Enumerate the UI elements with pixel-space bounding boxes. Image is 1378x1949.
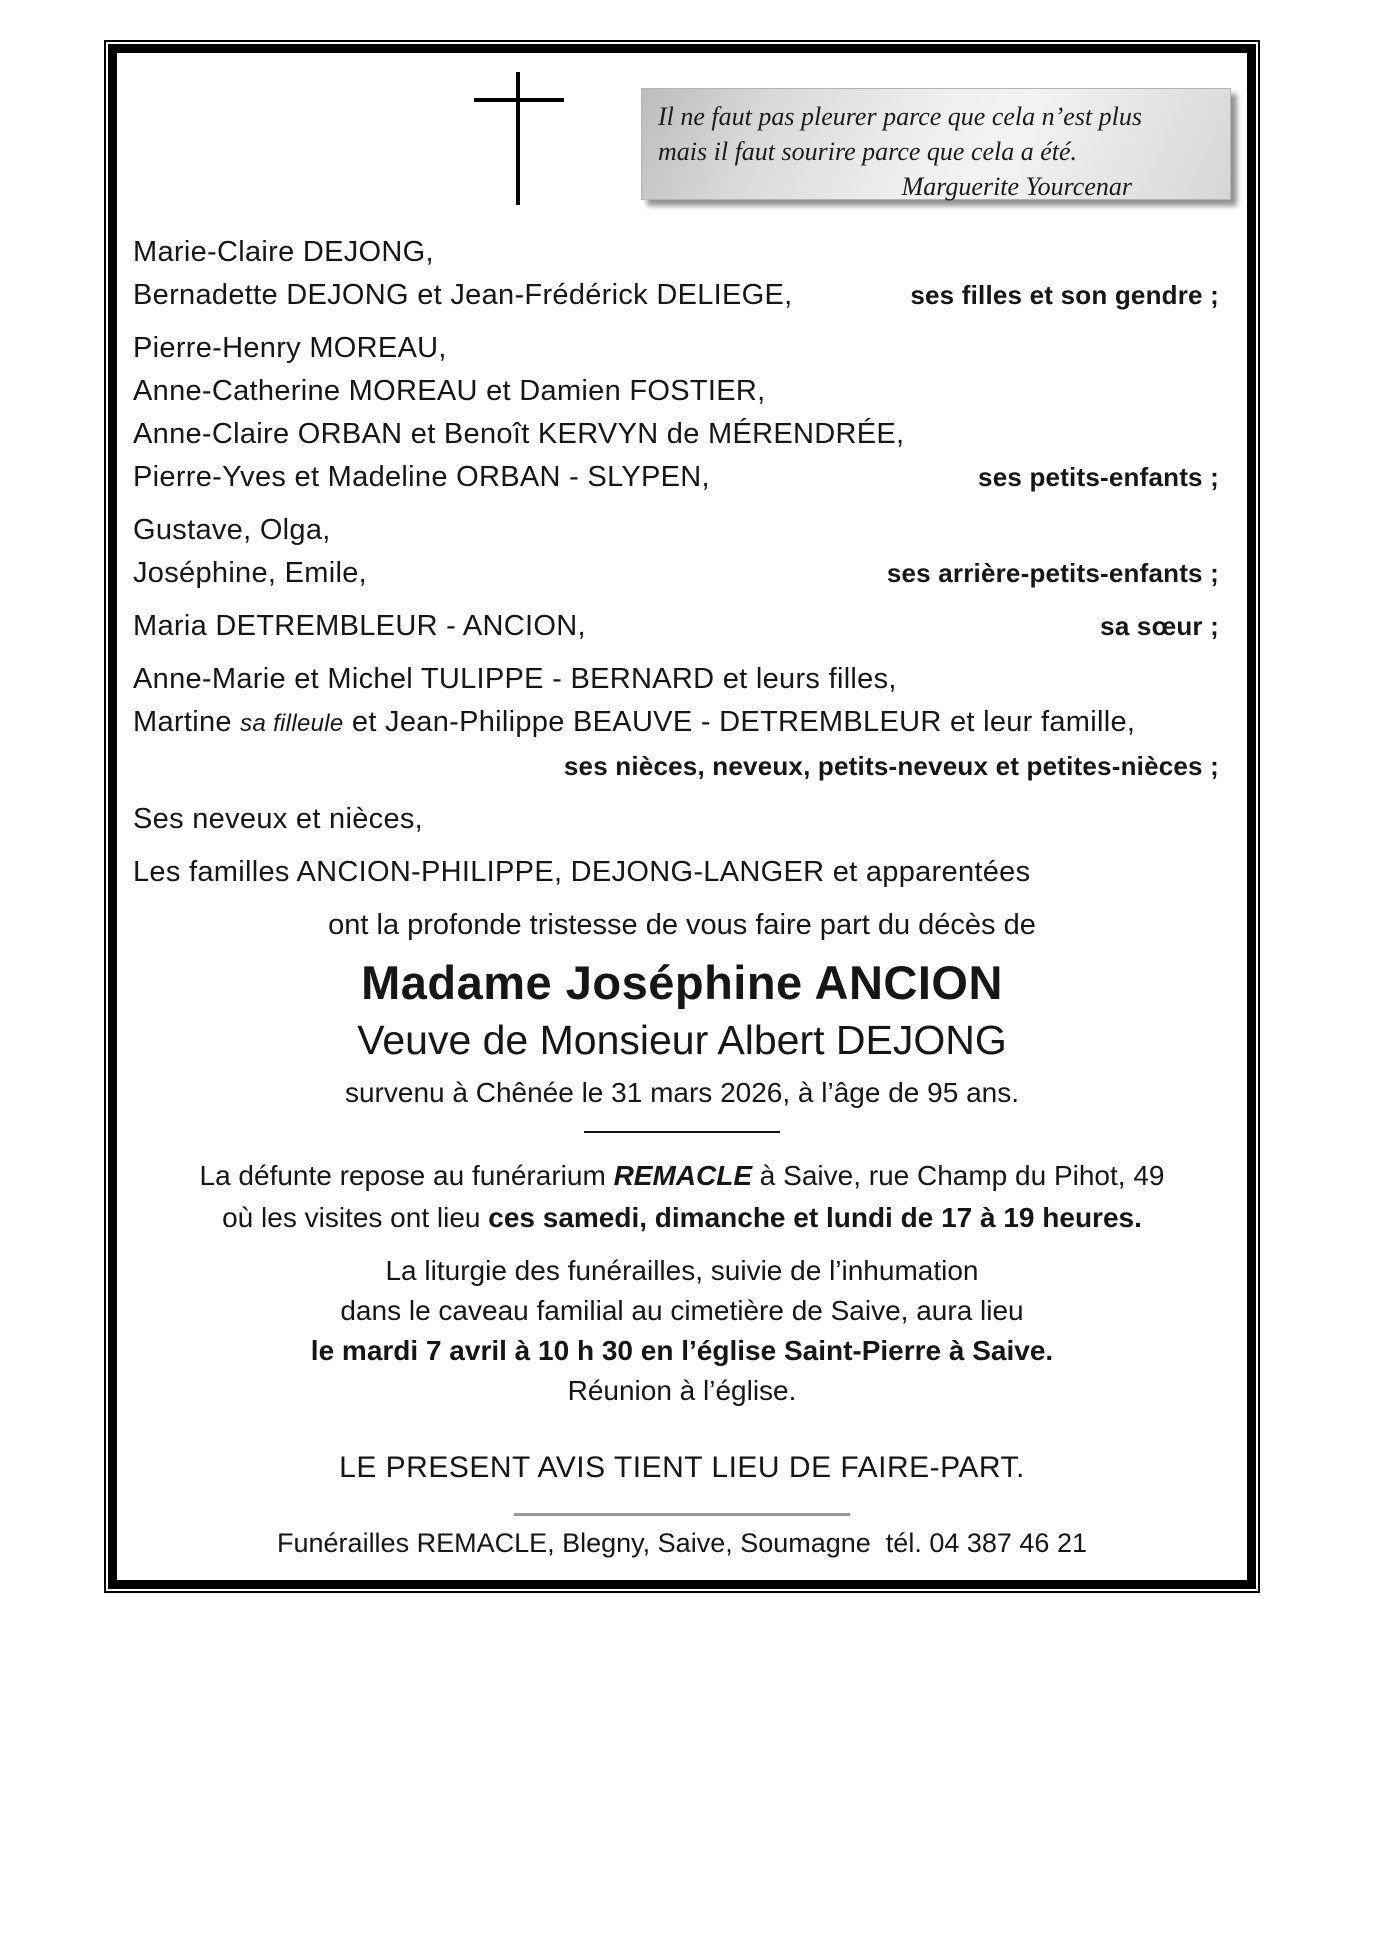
family-name xyxy=(133,701,1135,745)
family-group-sister xyxy=(133,605,1231,648)
family-name: Joséphine, Emile, xyxy=(133,557,367,589)
divider xyxy=(584,1131,780,1133)
header xyxy=(133,53,1231,211)
family-name: Les familles ANCION-PHILIPPE, DEJONG-LANGER et apparentées xyxy=(133,856,1031,888)
quote-line-2: mais il faut sourire parce que cela a été. xyxy=(658,137,1078,166)
reunion-line: Réunion à l’église. xyxy=(567,1375,797,1406)
family-row xyxy=(133,456,1231,499)
family-name: Anne-Catherine MOREAU et Damien FOSTIER, xyxy=(133,375,766,407)
family-row xyxy=(133,798,1231,841)
repose-block xyxy=(133,1155,1231,1239)
family-row xyxy=(133,658,1231,701)
family-name: Pierre-Yves et Madeline ORBAN - SLYPEN, xyxy=(133,461,710,493)
repose-line xyxy=(133,1155,1231,1197)
family-row xyxy=(133,231,1231,274)
family-group-families xyxy=(133,851,1231,894)
footer-divider xyxy=(514,1513,850,1516)
liturgy-line: La liturgie des funérailles, suivie de l’inhumation xyxy=(385,1255,979,1286)
relationship-label: ses nièces, neveux, petits-neveux et petites-nièces ; xyxy=(563,751,1219,781)
family-name: Gustave, Olga, xyxy=(133,514,331,546)
goddaughter-note: sa filleule xyxy=(240,710,344,737)
death-details: survenu à Chênée le 31 mars 2026, à l’âge de 95 ans. xyxy=(344,1077,1019,1108)
ceremony-date-line: le mardi 7 avril à 10 h 30 en l’église Saint-Pierre à Saive. xyxy=(310,1335,1054,1366)
faire-part-notice: LE PRESENT AVIS TIENT LIEU DE FAIRE-PART. xyxy=(339,1451,1025,1484)
liturgy-line: dans le caveau familial au cimetière de Saive, aura lieu xyxy=(340,1295,1024,1326)
inner-frame xyxy=(108,44,1256,1589)
family-group-daughters xyxy=(133,231,1231,317)
relationship-label: ses petits-enfants ; xyxy=(978,462,1219,492)
page-content xyxy=(117,53,1247,1580)
relationship-label: ses arrière-petits-enfants ; xyxy=(886,558,1219,588)
quote-author: Marguerite Yourcenar xyxy=(901,172,1132,201)
cross-horizontal-bar xyxy=(474,98,564,102)
family-row xyxy=(133,851,1231,894)
family-row xyxy=(133,701,1231,745)
deceased-subtitle: Veuve de Monsieur Albert DEJONG xyxy=(357,1017,1007,1063)
funeral-home-footer: Funérailles REMACLE, Blegny, Saive, Soumagne tél. 04 387 46 21 xyxy=(277,1528,1087,1558)
quote-box xyxy=(641,88,1231,200)
family-name-part: et Jean-Philippe BEAUVE - DETREMBLEUR et leur famille, xyxy=(343,706,1136,738)
family-row xyxy=(133,274,1231,317)
family-row xyxy=(133,413,1231,456)
family-row xyxy=(133,552,1231,595)
family-name: Pierre-Henry MOREAU, xyxy=(133,332,447,364)
family-row xyxy=(133,605,1231,648)
repose-text: à Saive, rue Champ du Pihot, 49 xyxy=(752,1160,1165,1191)
funeral-home-name: REMACLE xyxy=(613,1160,753,1191)
cross-vertical-bar xyxy=(516,72,520,205)
family-row xyxy=(133,370,1231,413)
family-row xyxy=(133,327,1231,370)
family-name: Marie-Claire DEJONG, xyxy=(133,236,434,268)
relationship-label: sa sœur ; xyxy=(1100,611,1219,641)
relationship-label: ses filles et son gendre ; xyxy=(910,280,1219,310)
deceased-name: Madame Joséphine ANCION xyxy=(361,956,1003,1009)
family-list xyxy=(133,231,1231,894)
family-name: Ses neveux et nièces, xyxy=(133,803,424,835)
visits-schedule: ces samedi, dimanche et lundi de 17 à 19 heures. xyxy=(488,1202,1142,1233)
liturgy-block xyxy=(133,1251,1231,1411)
family-group-nieces-nephews xyxy=(133,658,1231,788)
family-group-great-grandchildren xyxy=(133,509,1231,595)
family-name: Anne-Marie et Michel TULIPPE - BERNARD et leurs filles, xyxy=(133,663,897,695)
quote-line-1: Il ne faut pas pleurer parce que cela n’est plus xyxy=(658,102,1143,131)
family-name: Anne-Claire ORBAN et Benoît KERVYN de MÉRENDRÉE, xyxy=(133,418,905,450)
family-row xyxy=(133,509,1231,552)
family-group-other-nieces xyxy=(133,798,1231,841)
family-name-part: Martine xyxy=(133,706,241,738)
family-name: Bernadette DEJONG et Jean-Frédérick DELIEGE, xyxy=(133,279,793,311)
cross-icon xyxy=(133,53,573,211)
outer-frame xyxy=(104,40,1260,1593)
visits-line xyxy=(133,1197,1231,1239)
family-name: Maria DETREMBLEUR - ANCION, xyxy=(133,610,586,642)
repose-text: La défunte repose au funérarium xyxy=(199,1160,614,1191)
family-group-grandchildren xyxy=(133,327,1231,499)
announcement-intro: ont la profonde tristesse de vous faire part du décès de xyxy=(328,909,1036,941)
visits-text: où les visites ont lieu xyxy=(222,1202,489,1233)
